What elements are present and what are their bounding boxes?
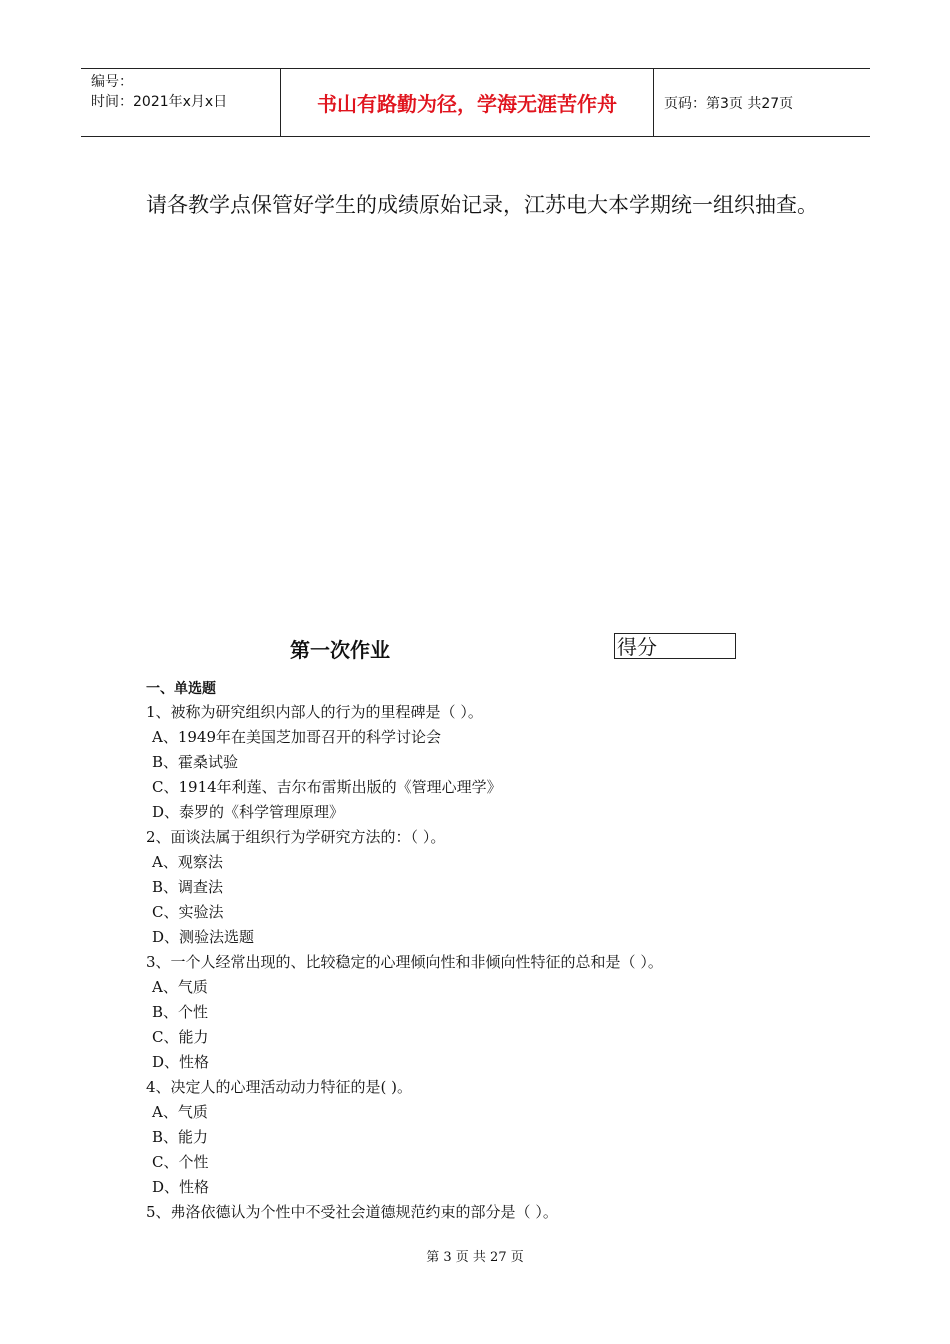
- question-3-option: D、性格: [152, 1053, 210, 1071]
- question-4-option: D、性格: [152, 1178, 210, 1196]
- question-4: 4、决定人的心理活动动力特征的是( )。: [146, 1078, 413, 1096]
- question-2-option: C、实验法: [152, 903, 224, 921]
- question-4-option: A、气质: [152, 1103, 208, 1121]
- question-1-option: A、1949年在美国芝加哥召开的科学讨论会: [152, 728, 442, 746]
- question-1-option: C、1914年利莲、吉尔布雷斯出版的《管理心理学》: [152, 778, 502, 796]
- header-meta: [81, 69, 281, 136]
- time-label: 时间：2021年x月x日: [91, 94, 228, 110]
- question-3-option: B、个性: [152, 1003, 209, 1021]
- score-box: 得分: [614, 633, 736, 659]
- header-page-info: 页码：第3页 共27页: [664, 95, 794, 112]
- question-4-option: C、个性: [152, 1153, 209, 1171]
- page-header: [81, 68, 870, 137]
- intro-paragraph: 请各教学点保管好学生的成绩原始记录，江苏电大本学期统一组织抽查。: [146, 193, 818, 217]
- question-4-option: B、能力: [152, 1128, 209, 1146]
- question-2: 2、面谈法属于组织行为学研究方法的：（ ）。: [146, 828, 446, 846]
- question-2-option: D、测验法选题: [152, 928, 255, 946]
- question-3: 3、一个人经常出现的、比较稳定的心理倾向性和非倾向性特征的总和是（ ）。: [146, 953, 663, 971]
- question-5: 5、弗洛依德认为个性中不受社会道德规范约束的部分是（ ）。: [146, 1203, 558, 1221]
- question-1-option: D、泰罗的《科学管理原理》: [152, 803, 345, 821]
- number-label: 编号：: [91, 74, 133, 90]
- question-1-option: B、霍桑试验: [152, 753, 239, 771]
- page-footer: 第 3 页 共 27 页: [426, 1250, 524, 1265]
- header-slogan: 书山有路勤为径，学海无涯苦作舟: [281, 69, 654, 136]
- section-title: 一、单选题: [146, 681, 216, 697]
- question-2-option: B、调查法: [152, 878, 224, 896]
- question-3-option: A、气质: [152, 978, 208, 996]
- question-1: 1、被称为研究组织内部人的行为的里程碑是（ ）。: [146, 703, 483, 721]
- question-3-option: C、能力: [152, 1028, 209, 1046]
- question-2-option: A、观察法: [152, 853, 223, 871]
- question-list: [146, 700, 846, 1225]
- assignment-title: 第一次作业: [290, 638, 390, 662]
